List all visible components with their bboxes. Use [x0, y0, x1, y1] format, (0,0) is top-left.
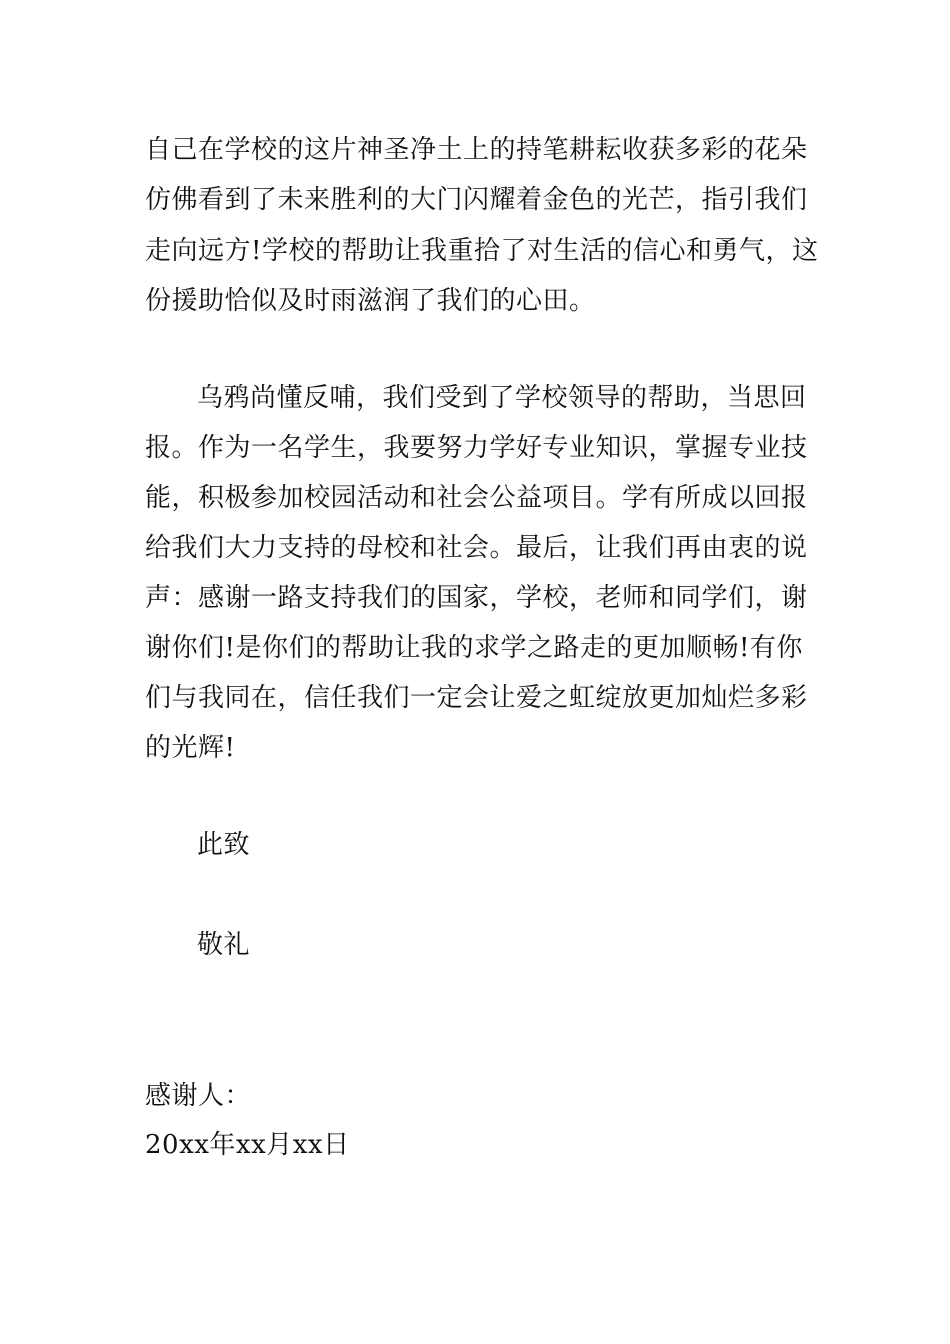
paragraph2-line: 谢你们!是你们的帮助让我的求学之路走的更加顺畅!有你 [145, 633, 803, 663]
paragraph1-line: 仿佛看到了未来胜利的大门闪耀着金色的光芒，指引我们 [145, 185, 808, 215]
closing-salutation: 此致 [197, 830, 251, 860]
closing-regards: 敬礼 [197, 930, 251, 960]
paragraph2-line: 能，积极参加校园活动和社会公益项目。学有所成以回报 [145, 483, 808, 513]
paragraph1-line: 自己在学校的这片神圣净土上的持笔耕耘收获多彩的花朵 [145, 135, 808, 165]
paragraph1-line: 走向远方!学校的帮助让我重拾了对生活的信心和勇气，这 [145, 236, 819, 266]
paragraph2-line: 给我们大力支持的母校和社会。最后，让我们再由衷的说 [145, 533, 808, 563]
paragraph2-line: 报。作为一名学生，我要努力学好专业知识，掌握专业技 [145, 433, 808, 463]
paragraph1-line: 份援助恰似及时雨滋润了我们的心田。 [145, 286, 596, 316]
paragraph2-line: 声：感谢一路支持我们的国家，学校，老师和同学们，谢 [145, 583, 808, 613]
paragraph2-line: 乌鸦尚懂反哺，我们受到了学校领导的帮助，当思回 [197, 383, 807, 413]
letter-date: 20xx年xx月xx日 [145, 1130, 350, 1160]
paragraph2-line: 们与我同在，信任我们一定会让爱之虹绽放更加灿烂多彩 [145, 683, 808, 713]
paragraph2-line: 的光辉! [145, 733, 236, 763]
signature-label: 感谢人： [145, 1081, 252, 1111]
